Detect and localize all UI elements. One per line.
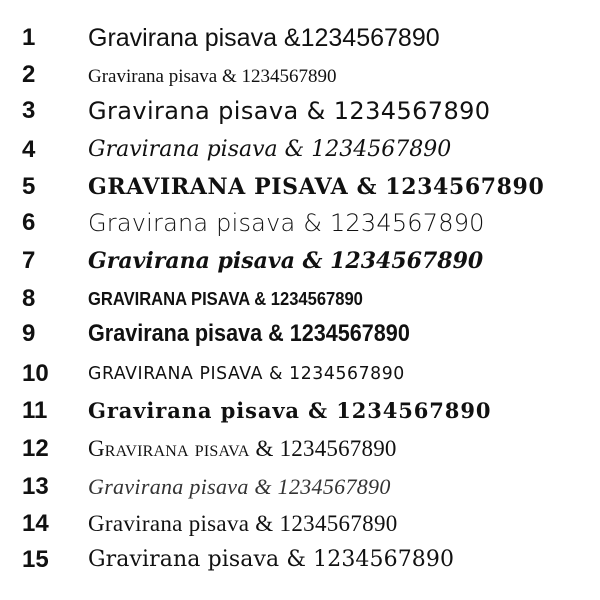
sample-number: 7	[22, 247, 36, 274]
font-sample-row-12	[0, 435, 600, 471]
font-sample-row-11	[0, 397, 600, 433]
sample-text: Gravirana pisava & 1234567890	[88, 97, 491, 125]
sample-number: 5	[22, 173, 36, 200]
font-sample-row-6	[0, 209, 600, 245]
sample-text: Gravirana pisava & 1234567890	[88, 209, 485, 237]
sample-text: Gravirana pisava & 1234567890	[88, 511, 398, 536]
font-sample-row-5	[0, 173, 600, 209]
sample-text: GRAVIRANA PISAVA & 1234567890	[88, 289, 363, 309]
sample-number: 13	[22, 473, 49, 500]
sample-text: GRAVIRANA PISAVA & 1234567890	[88, 174, 545, 200]
sample-number: 4	[22, 136, 36, 163]
font-sample-row-9	[0, 320, 600, 356]
sample-number: 1	[22, 24, 36, 51]
sample-number: 11	[22, 397, 48, 424]
sample-number: 10	[22, 360, 49, 387]
sample-text: GRAVIRANA PISAVA & 1234567890	[88, 363, 405, 384]
font-sample-row-8	[0, 285, 600, 321]
sample-number: 15	[22, 546, 49, 573]
font-sample-row-7	[0, 247, 600, 283]
sample-text: Gravirana pisava & 1234567890	[88, 436, 397, 461]
font-sample-row-2	[0, 61, 600, 97]
sample-text: Gravirana pisava &1234567890	[88, 24, 440, 52]
font-sample-row-14	[0, 510, 600, 546]
sample-text: Gravirana pisava & 1234567890	[88, 66, 337, 87]
sample-text: Gravirana pisava & 1234567890	[88, 474, 391, 499]
font-sample-row-10	[0, 360, 600, 396]
sample-number: 6	[22, 209, 36, 236]
sample-text: Gravirana pisava & 1234567890	[88, 547, 455, 572]
font-sample-row-3	[0, 97, 600, 133]
sample-text: Gravirana pisava & 1234567890	[88, 398, 492, 423]
sample-number: 2	[22, 61, 36, 88]
sample-number: 14	[22, 510, 49, 537]
font-sample-row-13	[0, 473, 600, 509]
sample-text: Gravirana pisava & 1234567890	[88, 248, 484, 274]
font-sample-row-15	[0, 546, 600, 582]
font-sample-row-1	[0, 24, 600, 60]
sample-number: 9	[22, 320, 36, 347]
sample-number: 12	[22, 435, 49, 462]
sample-text: Gravirana pisava & 1234567890	[88, 137, 452, 162]
sample-number: 3	[22, 97, 36, 124]
sample-text: Gravirana pisava & 1234567890	[88, 320, 410, 347]
font-sample-row-4	[0, 136, 600, 172]
sample-number: 8	[22, 285, 36, 312]
